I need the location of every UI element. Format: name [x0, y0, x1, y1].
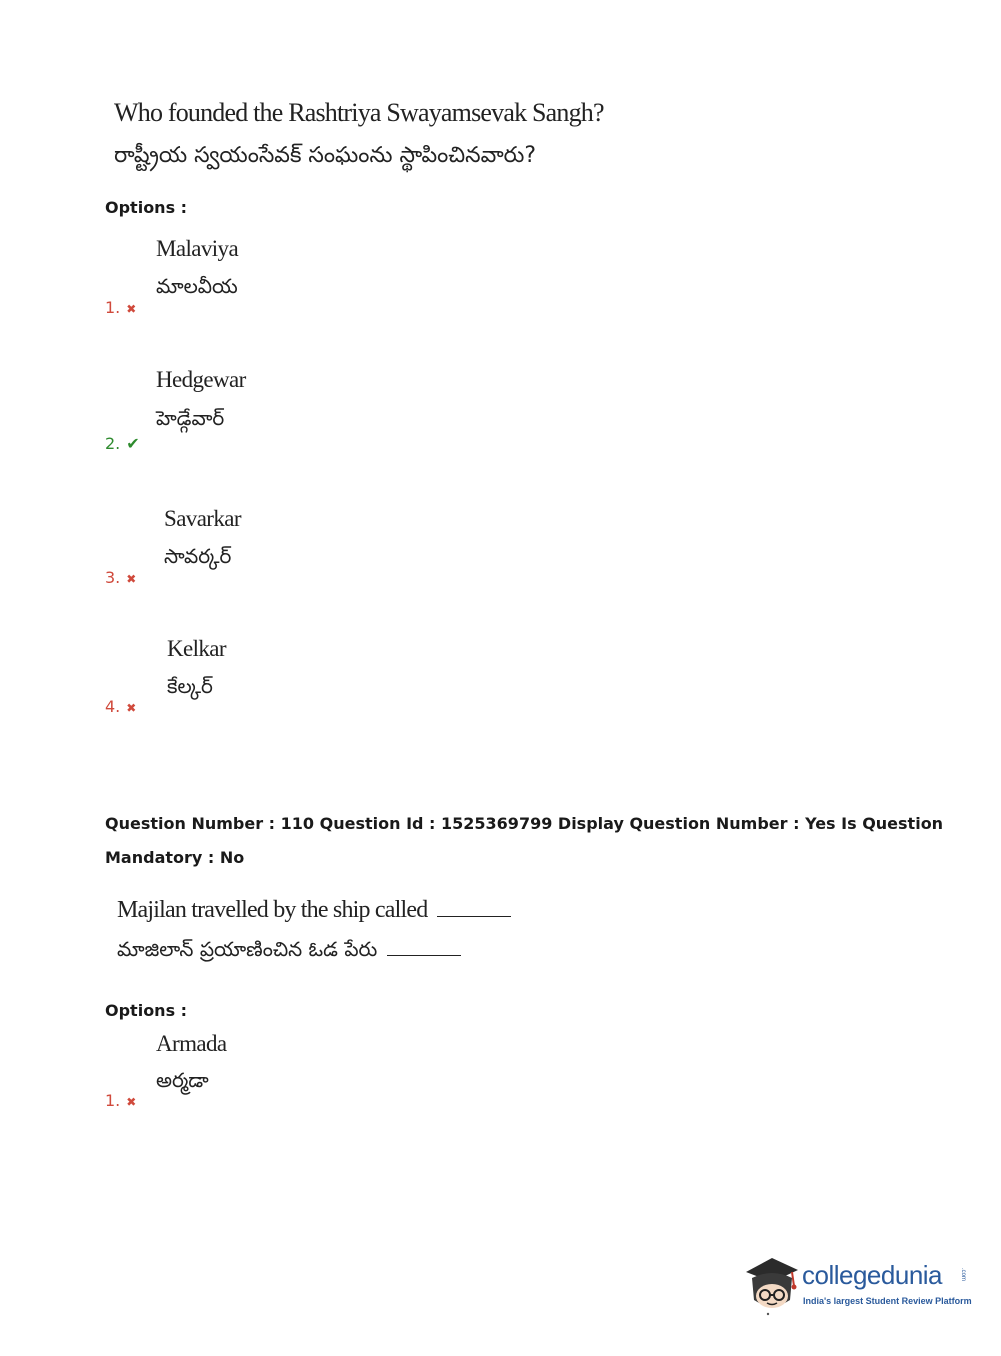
- option-text-en: Hedgewar: [156, 367, 246, 392]
- options-label: Options :: [105, 198, 188, 217]
- options-label: Options :: [105, 1001, 188, 1020]
- question-meta-line1: Question Number : 110 Question Id : 1525369799 Display Question Number : Yes Is Question: [105, 814, 944, 833]
- question-meta-line2: Mandatory : No: [105, 848, 245, 867]
- question-text-te: రాష్ట్రీయ స్వయంసేవక్ సంఘంను స్థాపించినవారు?: [114, 143, 536, 168]
- wrong-mark-icon: ✖: [126, 302, 137, 316]
- option-number-label: 1.: [105, 1091, 121, 1110]
- correct-check-icon: ✔: [126, 434, 140, 453]
- option-text-te: కేల్కర్: [167, 674, 213, 698]
- collegedunia-logo: [742, 1250, 972, 1316]
- option-text-te: హెడ్గేవార్: [156, 406, 225, 430]
- option-number-label: 2.: [105, 434, 121, 453]
- option-number: [105, 1091, 136, 1110]
- option-number: [105, 298, 136, 317]
- logo-tagline: India's largest Student Review Platform: [803, 1296, 972, 1306]
- question-text-te-content: మాజిలాన్ ప్రయాణించిన ఓడ పేరు: [117, 937, 378, 961]
- question-text-en: Who founded the Rashtriya Swayamsevak Sangh?: [114, 98, 604, 127]
- question-text-te: [117, 937, 461, 966]
- wrong-mark-icon: ✖: [126, 1095, 137, 1109]
- option-number: [105, 434, 140, 453]
- option-text-te: మాలవీయ: [156, 274, 238, 298]
- mascot-icon: [742, 1250, 804, 1316]
- answer-blank: [387, 939, 461, 956]
- option-text-en: Savarkar: [164, 506, 241, 531]
- option-number-label: 3.: [105, 568, 121, 587]
- question-text-en: [117, 897, 511, 924]
- logo-wordmark: collegedunia: [802, 1260, 943, 1290]
- option-number: [105, 697, 136, 716]
- question-text-en-content: Majilan travelled by the ship called: [117, 897, 428, 923]
- option-text-te: సావర్కర్: [164, 544, 232, 568]
- option-number-label: 1.: [105, 298, 121, 317]
- option-text-en: Armada: [156, 1031, 227, 1056]
- answer-blank: [437, 900, 511, 917]
- option-text-en: Malaviya: [156, 236, 239, 261]
- logo-domain-suffix: .com: [960, 1268, 966, 1282]
- wrong-mark-icon: ✖: [126, 701, 137, 715]
- option-text-te: అర్మడా: [156, 1068, 209, 1092]
- option-number: [105, 568, 136, 587]
- wrong-mark-icon: ✖: [126, 572, 137, 586]
- option-text-en: Kelkar: [167, 636, 226, 661]
- option-number-label: 4.: [105, 697, 121, 716]
